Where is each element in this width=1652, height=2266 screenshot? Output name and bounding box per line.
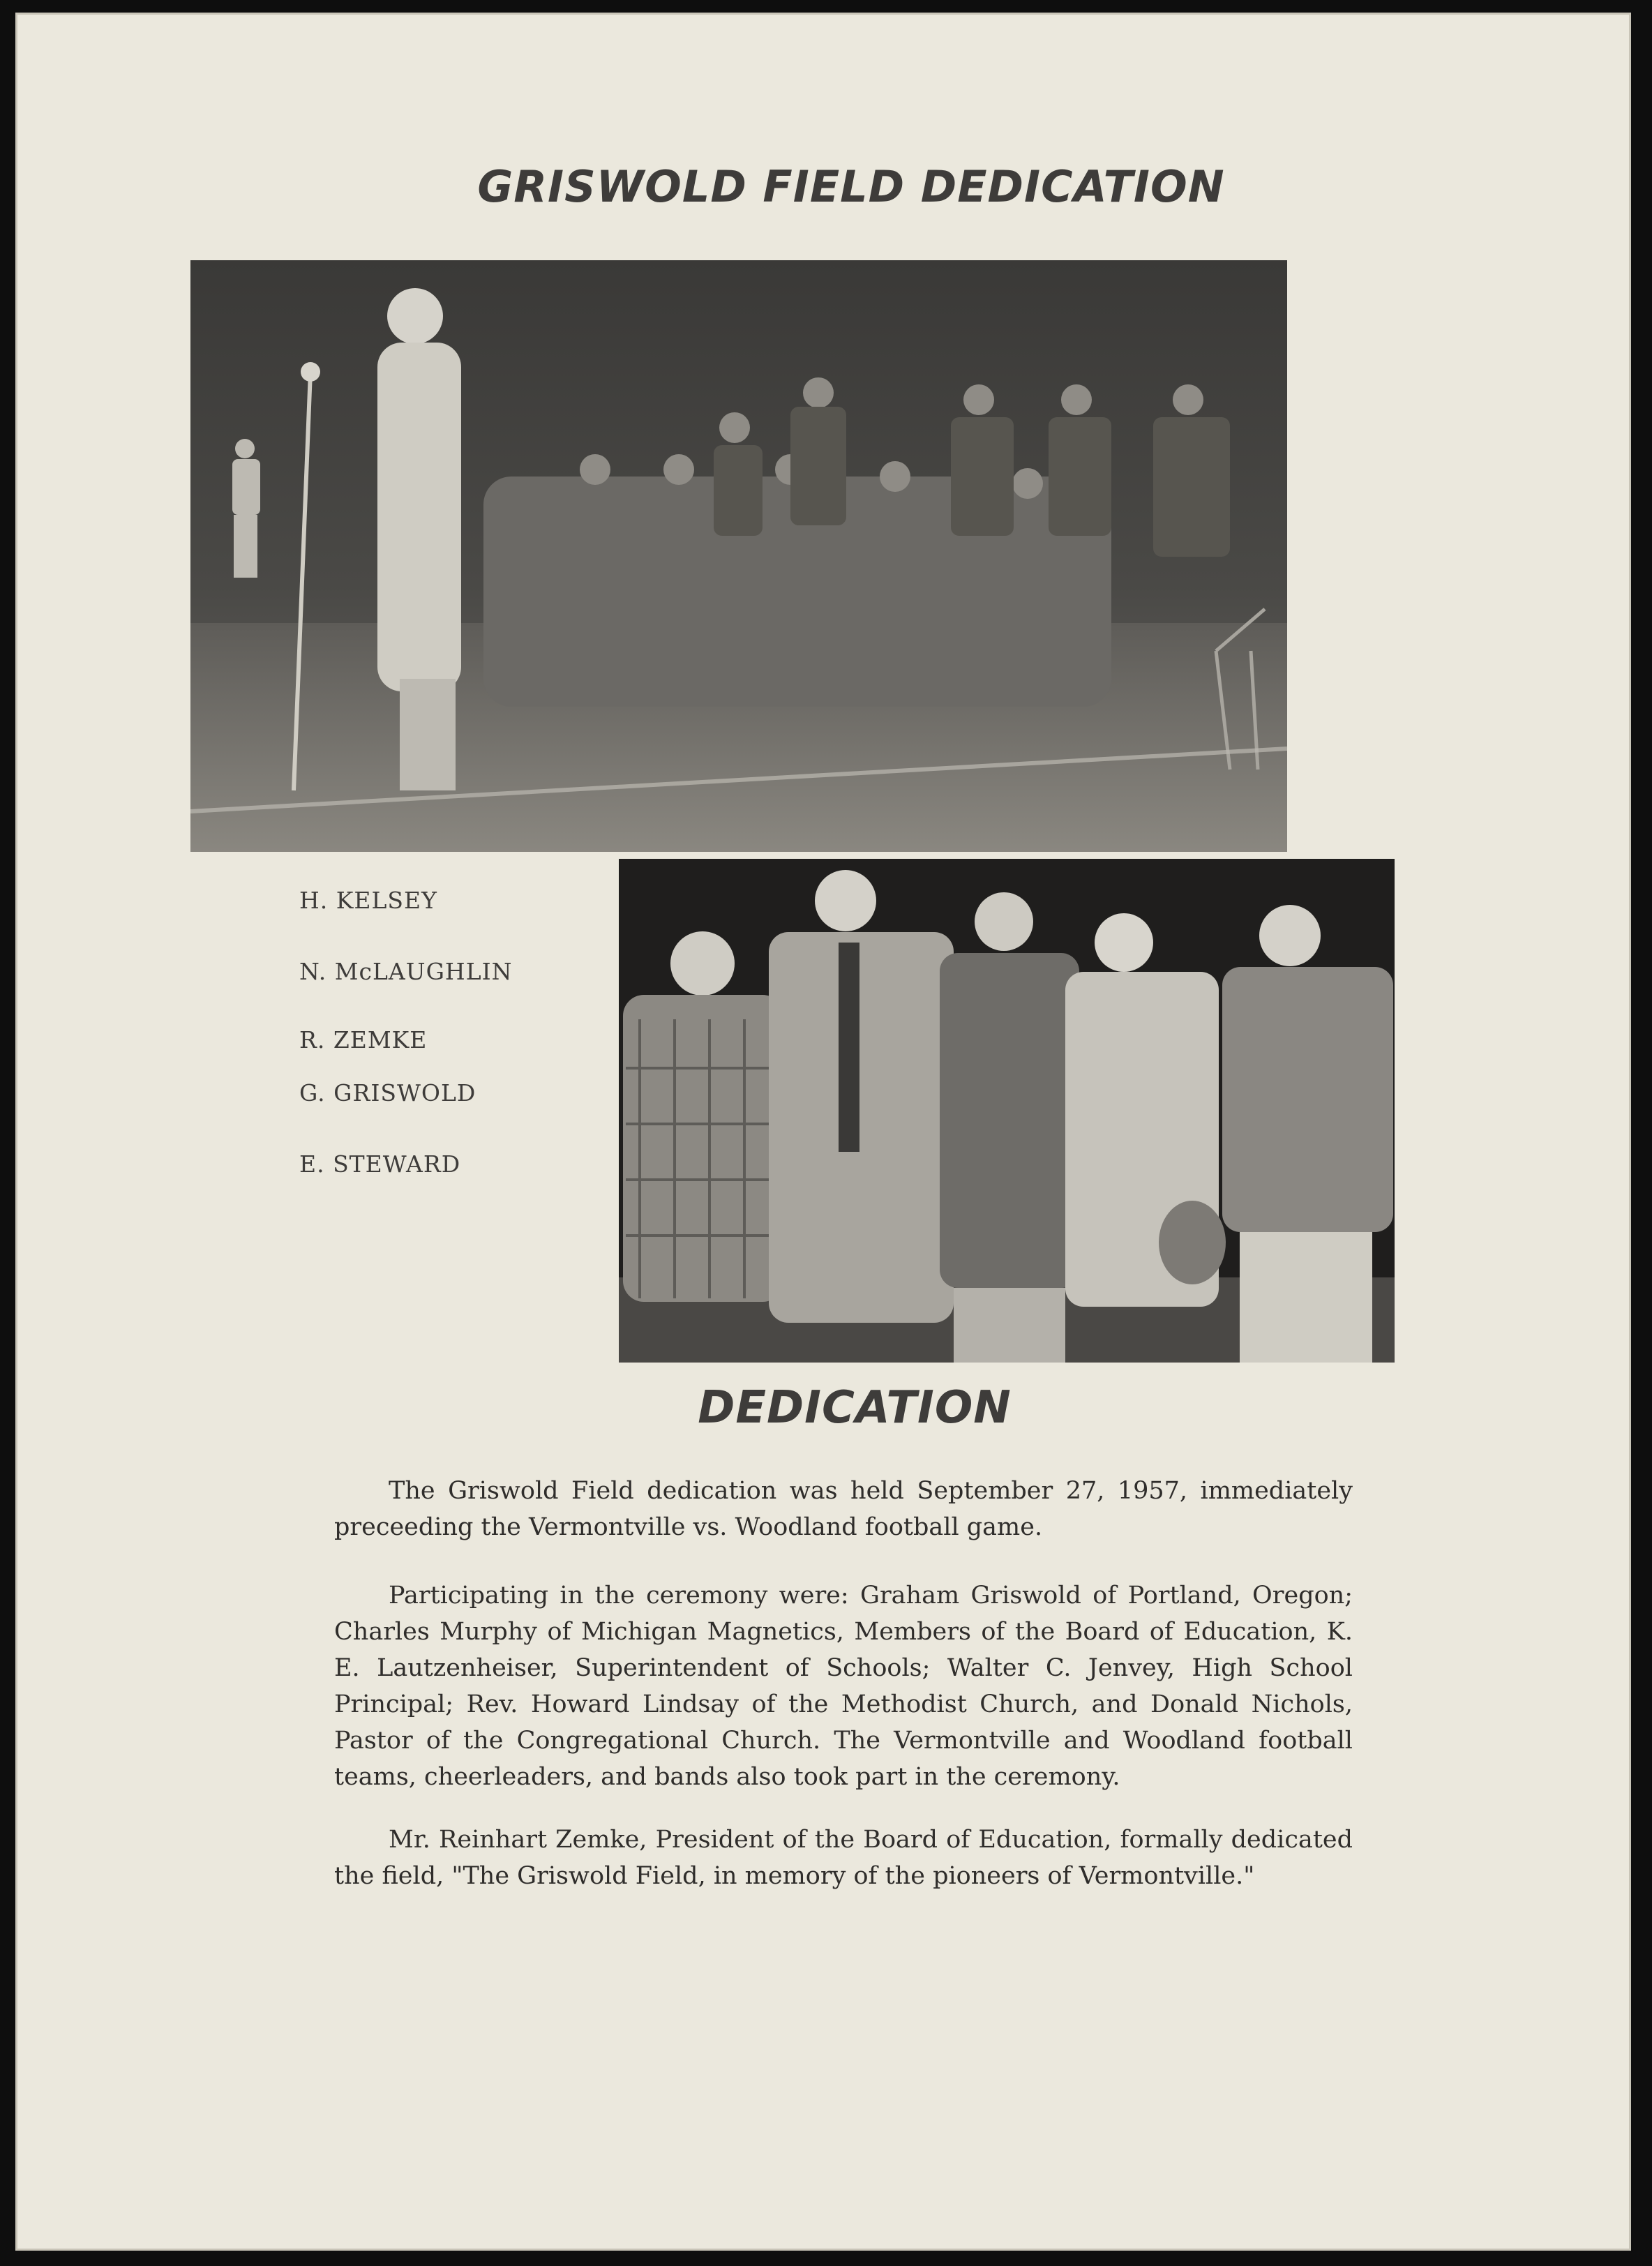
name-griswold: G. GRISWOLD — [299, 1079, 476, 1106]
paragraph-dedication-date: The Griswold Field dedication was held September 27, 1957, immediately preceeding the Vermontville vs. Woodland football game. — [334, 1477, 1353, 1541]
ceremony-photo — [190, 260, 1287, 852]
name-kelsey: H. KELSEY — [299, 887, 437, 914]
paragraph-participants: Participating in the ceremony were: Graham Griswold of Portland, Oregon; Charles Murphy of Michigan Magnetics, Members of the Board of Education, K. E. Lautzenheiser, Superintendent of Schools; Walter C. Jenvey, High School Principal; Rev. Howard Lindsay of the Methodist Church, and Donald Nichols, Pastor of the Congregational Church. The Vermontville and Woodland football teams, cheerleaders, and bands also took part in the ceremony. — [334, 1582, 1353, 1791]
name-steward: E. STEWARD — [299, 1150, 461, 1178]
page-title: GRISWOLD FIELD DEDICATION — [477, 161, 1225, 212]
section-title: DEDICATION — [698, 1382, 1012, 1434]
yearbook-page — [15, 13, 1631, 2251]
dignitaries-photo — [619, 859, 1395, 1363]
paragraph-zemke-dedication: Mr. Reinhart Zemke, President of the Board of Education, formally dedicated the field, "The Griswold Field, in memory of the pioneers of Vermontville." — [334, 1826, 1353, 1890]
ceremony-photo-image — [190, 260, 1287, 852]
name-zemke: R. ZEMKE — [299, 1026, 428, 1053]
dignitaries-photo-image — [619, 859, 1395, 1363]
name-mclaughlin: N. McLAUGHLIN — [299, 958, 513, 985]
